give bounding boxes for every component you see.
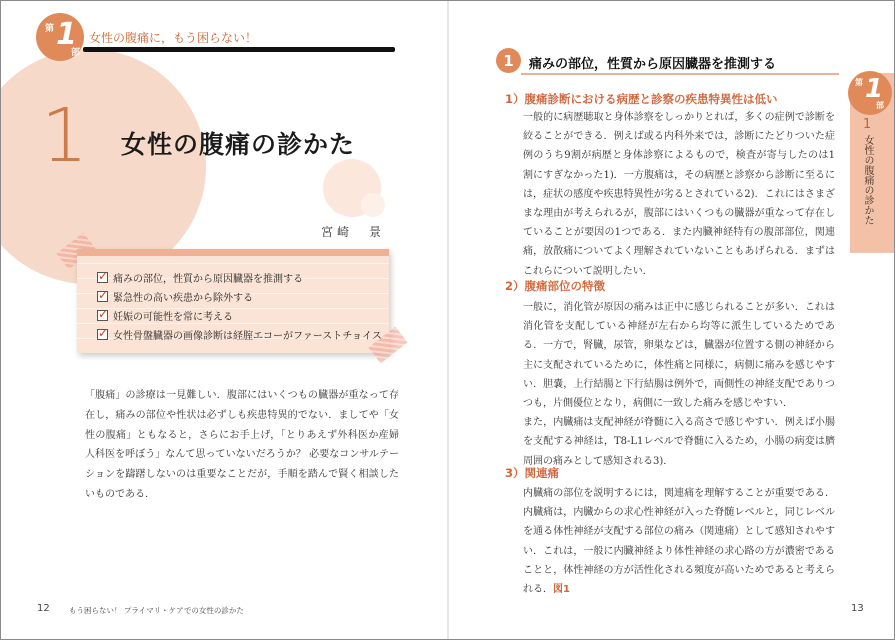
part-number: 1 (56, 17, 77, 52)
subsection-body-block (523, 484, 835, 599)
part-prefix: 第 (45, 24, 55, 34)
part-title-rule (83, 47, 395, 52)
side-chapter-title: 女性の腹痛の診かた (862, 135, 873, 225)
checklist-item-text: 緊急性の高い疾患から除外する (113, 293, 253, 304)
page-gutter (447, 1, 449, 640)
checkbox-checked-icon (97, 329, 108, 340)
subsection-heading: 1）腹痛診断における病歴と診察の疾患特異性は低い (505, 92, 778, 106)
subsection-body: 一般に，消化管が原因の痛みは正中に感じられることが多い．これは消化管を支配している神経が左右から均等に派生しているためである．一方で，腎臓，尿管，卵巣などは，臓器が位置する側の神経から主に支配されているために，体性痛と同様に，病側に痛みを感じやすい．胆嚢，上行結腸と下行結腸は例外で，両側性の神経支配でありつつも，片側優位となり，病側に一致した痛みを感じやすい． (523, 302, 835, 410)
card-top-stripe (77, 249, 389, 256)
side-chapter-number: 1 (863, 117, 872, 132)
checklist-item (97, 287, 382, 306)
checkbox-checked-icon (97, 272, 108, 283)
side-part-badge (848, 71, 892, 115)
checklist-item (97, 268, 382, 287)
checklist-item (97, 325, 382, 344)
running-head-left: もう困らない！ プライマリ・ケアでの女性の診かた (69, 606, 244, 615)
subsection-heading: 3）関連痛 (505, 466, 560, 480)
part-suffix: 部 (71, 48, 81, 58)
author-name: 宮崎 景 (321, 225, 386, 239)
checkbox-checked-icon (97, 310, 108, 321)
part-title: 女性の腹痛に，もう困らない！ (89, 31, 258, 45)
side-part-prefix: 第 (855, 78, 863, 87)
section-title: 痛みの部位，性質から原因臓器を推測する (529, 57, 777, 72)
decorative-circle-small (361, 193, 385, 217)
section-rule (521, 73, 839, 75)
side-part-suffix: 部 (876, 101, 884, 110)
section-number-badge: 1 (496, 48, 521, 73)
subsection-body-block (523, 298, 835, 471)
chapter-number: 1 (41, 93, 89, 179)
figure-reference[interactable]: 図1 (553, 584, 570, 596)
intro-paragraph: 「腹痛」の診療は一見難しい．腹部にはいくつもの臓器が重なって存在し，痛みの部位や性状は必ずしも疾患特異的でない．ましてや「女性の腹痛」ともなると，さらにお手上げ，「とりあえず外科医か産婦人科医を呼ぼう」なんて思っていないだろうか？ 必要なコンサルテーションを躊躇しないのは重要なことだが，手順を踏んで賢く相談したいものである． (85, 390, 399, 500)
subsection-heading: 2）腹痛部位の特徴 (505, 279, 606, 293)
checklist-item-text: 女性骨盤臓器の画像診断は経腟エコーがファーストチョイス (113, 331, 382, 342)
side-part-number: 1 (865, 74, 884, 104)
part-badge (36, 13, 84, 61)
key-points-checklist (97, 268, 382, 344)
subsection-body: また，内臓痛は支配神経が脊髄に入る高さで感じやすい．例えば小腸を支配する神経は，T8-L1レベルで脊髄に入るため，小腸の病変は臍周囲の痛みとして感知される3)． (523, 417, 835, 467)
page-number-right: 13 (851, 603, 864, 614)
chapter-title: 女性の腹痛の診かた (121, 130, 356, 159)
subsection-body: 一般的に病歴聴取と身体診察をしっかりとれば，多くの症例で診断を絞ることができる．例えば或る内科外来では，診断にたどりついた症例のうち9割が病歴と身体診察によるもので，検査が寄与したのは1割にすぎなかった1)．一方腹痛は，その病歴と診察から診断に至るには，症状の感度や疾患特異性が劣るとされている2)．これにはさまざまな理由が考えられるが，腹部にはいくつもの臓器が重なって存在していることが要因の1つである．また内臓神経特有の腹部部位，関連痛，放散痛についてよく理解されていないこともあげられる．まずはこれらについて説明したい． (523, 112, 835, 277)
page-number-left: 12 (37, 603, 50, 614)
subsection-body: 内臓痛の部位を説明するには，関連痛を理解することが重要である．内臓痛は，内臓からの求心性神経が入った脊髄レベルと，同じレベルを通る体性神経が支配する部位の痛み（関連痛）として感知されやすい．これは，一般に内臓神経より体性神経の求心路の方が濃密であることと，体性神経の方が活性化される頻度が高いためであると考えられる． (523, 488, 835, 596)
checklist-item-text: 妊娠の可能性を常に考える (113, 312, 233, 323)
checklist-item-text: 痛みの部位，性質から原因臓器を推測する (113, 274, 303, 285)
checklist-item (97, 306, 382, 325)
checkbox-checked-icon (97, 291, 108, 302)
